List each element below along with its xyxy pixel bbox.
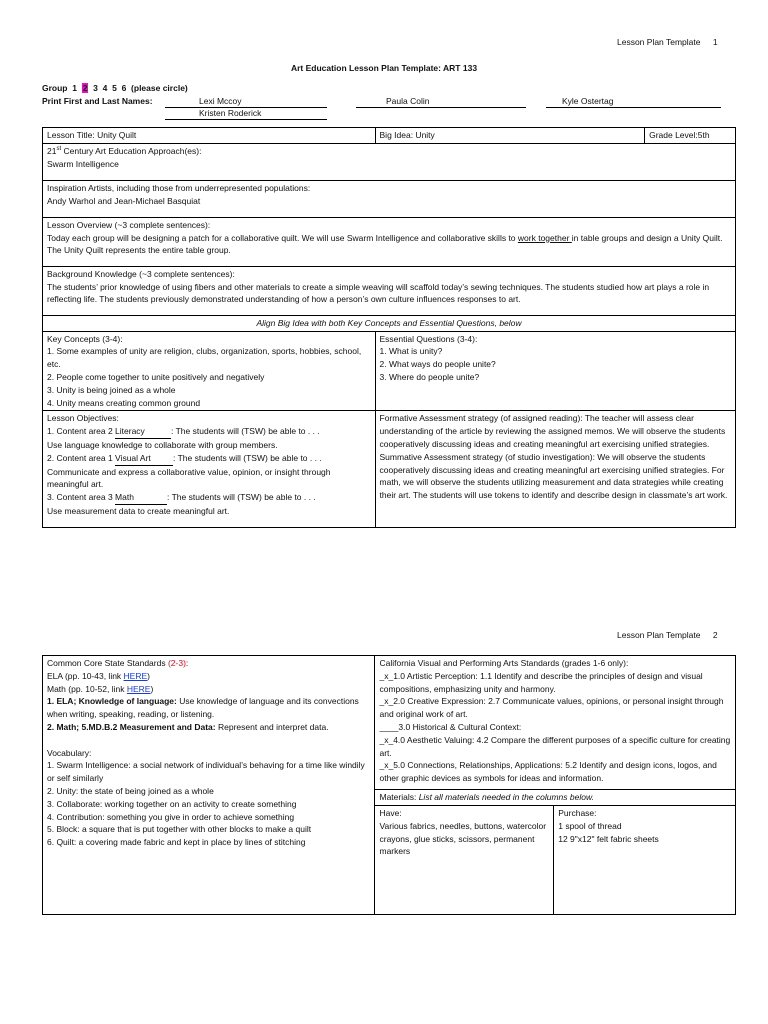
overview-text-a: Today each group will be designing a patch for a collaborative quilt. We will use Swarm Intelligence and collaborative skills to — [47, 232, 518, 243]
approach-label-pre: 21 — [47, 145, 57, 156]
have-text: Various fabrics, needles, buttons, watercolor crayons, glue sticks, scissors, permanent markers — [379, 820, 547, 857]
ela-link[interactable]: HERE — [123, 670, 148, 681]
vocab-2: 2. Unity: the state of being joined as a whole — [47, 785, 214, 796]
have-cell — [375, 806, 554, 915]
math-link[interactable]: HERE — [126, 683, 151, 694]
overview-label: Lesson Overview (~3 complete sentences): — [47, 219, 211, 230]
key-concept-1: 1. Some examples of unity are religion, clubs, organization, sports, hobbies, school, etc. — [47, 346, 362, 370]
cvpa-3-mark: ____ — [379, 721, 399, 732]
objective-1-post: : The students will (TSW) be able to . . . — [171, 426, 320, 437]
essential-question-1: 1. What is unity? — [379, 346, 443, 357]
objectives-row — [43, 411, 736, 528]
align-row — [43, 315, 736, 331]
running-head-text: Lesson Plan Template — [617, 37, 701, 47]
name-3: Kyle Ostertag — [562, 96, 614, 106]
cvpa-2-text: 2.0 Creative Expression: 2.7 Communicate values, opinions, or personal insight through and original work of art. — [379, 696, 724, 720]
objective-1-area: Literacy — [115, 425, 171, 439]
essential-question-2: 2. What ways do people unite? — [379, 359, 496, 370]
math-reference — [47, 683, 370, 696]
background-label: Background Knowledge (~3 complete sentences): — [47, 268, 235, 279]
standards-row — [43, 656, 736, 790]
ccss-cell — [43, 656, 375, 915]
materials-label: Materials: — [379, 791, 419, 802]
page-number: 1 — [712, 37, 718, 47]
cvpa-4-mark: _x_ — [379, 734, 394, 745]
standard-1 — [47, 695, 370, 721]
overview-row — [43, 217, 736, 266]
overview-text-underlined: work together — [517, 232, 572, 243]
concepts-row — [43, 331, 736, 411]
approach-label: Century Art Education Approach(es): — [61, 145, 202, 156]
essential-question-3: 3. Where do people unite? — [379, 371, 480, 382]
approach-label-sup: st — [56, 145, 62, 152]
cvpa-1-mark: _x_ — [379, 670, 394, 681]
ela-close: ) — [147, 670, 151, 681]
objective-3-pre: 3. Content area 3 — [47, 492, 116, 503]
name-field-3 — [546, 96, 721, 108]
title-row — [43, 128, 736, 144]
math-ref-text: Math (pp. 10-52, link — [47, 683, 127, 694]
overview-text — [47, 232, 731, 258]
objectives-cell — [43, 411, 376, 528]
standard-2-title: 2. Math; 5.MD.B.2 Measurement and Data: — [47, 721, 216, 732]
lesson-plan-table-page1 — [42, 127, 736, 528]
overview-text-b: in table groups and design a Unity Quilt. The Unity Quilt represents the entire table group. — [47, 232, 723, 256]
cvpa-1 — [379, 670, 731, 696]
essential-questions-cell — [375, 331, 735, 411]
ccss-colon: : — [185, 658, 189, 668]
approach-row — [43, 143, 736, 180]
objective-3-area: Math — [115, 491, 167, 505]
vocab-6: 6. Quilt: a covering made fabric and kept in place by lines of stitching — [47, 837, 306, 848]
vocab-5: 5. Block: a square that is put together with other blocks to make a quilt — [47, 824, 312, 835]
objective-2-area: Visual Art — [115, 452, 173, 466]
running-head — [617, 37, 718, 47]
background-text: The students’ prior knowledge of using fibers and other materials to create a simple weaving will scaffold today’s sewing techniques. The students studied how art plays a role in reflecting life. The students previously demonstrated understanding of how a person’s own culture influences responses to art. — [47, 281, 710, 305]
grade-level: Grade Level:5th — [645, 128, 736, 144]
overview-cell — [43, 217, 736, 266]
materials-note: List all materials needed in the columns below. — [418, 791, 594, 802]
objective-2-pre: 2. Content area 1 — [47, 452, 116, 463]
group-option-4: 4 — [102, 83, 108, 93]
standard-2-text: Represent and interpret data. — [215, 721, 329, 732]
names-label: Print First and Last Names: — [42, 96, 153, 106]
group-option-5: 5 — [112, 83, 117, 93]
key-concepts-label: Key Concepts (3-4): — [47, 333, 123, 344]
lesson-plan-table-page2 — [42, 655, 736, 915]
cvpa-label: California Visual and Performing Arts Standards (grades 1-6 only): — [379, 658, 629, 668]
key-concept-4: 4. Unity means creating common ground — [47, 397, 201, 408]
purchase-item-1: 1 spool of thread — [558, 820, 622, 831]
inspiration-label: Inspiration Artists, including those from underrepresented populations: — [47, 182, 311, 193]
background-row — [43, 266, 736, 315]
ccss-label: Common Core State Standards — [47, 658, 168, 668]
cvpa-5-text: 5.0 Connections, Relationships, Applications: 5.2 Identify and design icons, logos, and other graphic devices as symbols for ideas and information. — [379, 760, 717, 784]
math-close: ) — [150, 683, 154, 694]
group-option-1: 1 — [72, 83, 77, 93]
big-idea: Big Idea: Unity — [375, 128, 645, 144]
cvpa-5 — [379, 759, 731, 785]
cvpa-4-text: 4.0 Aesthetic Valuing: 4.2 Compare the different purposes of a specific culture for creating art. — [379, 734, 731, 758]
cvpa-5-mark: _x_ — [379, 760, 394, 771]
standard-2 — [47, 721, 370, 734]
ela-ref-text: ELA (pp. 10-43, link — [47, 670, 124, 681]
objective-2-heading — [47, 452, 371, 466]
inspiration-value: Andy Warhol and Jean-Michael Basquiat — [47, 195, 201, 206]
group-option-6: 6 — [121, 83, 127, 93]
group-selector — [42, 83, 188, 93]
purchase-item-2: 12 9"x12" felt fabric sheets — [558, 833, 659, 844]
cvpa-1-text: 1.0 Artistic Perception: 1.1 Identify and describe the principles of design and visual compositions, emphasizing unity and harmony. — [379, 670, 703, 694]
vocab-3: 3. Collaborate: working together on an activity to create something — [47, 798, 297, 809]
standard-1-text: Use knowledge of language and its convections when writing, speaking, reading, or listening. — [47, 696, 359, 720]
objective-2-text: Communicate and express a collaborative value, opinion, or insight through meaningful art. — [47, 466, 331, 490]
name-1: Lexi Mccoy — [199, 96, 242, 106]
ccss-heading — [47, 657, 370, 670]
have-label: Have: — [379, 808, 402, 818]
inspiration-row — [43, 180, 736, 217]
key-concept-3: 3. Unity is being joined as a whole — [47, 384, 176, 395]
name-field-1 — [165, 96, 327, 108]
lesson-title: Lesson Title: Unity Quilt — [43, 128, 376, 144]
inspiration-cell — [43, 180, 736, 217]
objective-3-post: : The students will (TSW) be able to . . . — [167, 492, 316, 503]
formative-assessment: Formative Assessment strategy (of assigned reading): The teacher will assess clear understanding of the article by reviewing the assigned memos. We will observe the students cooperatively discussing ideas and creating meaningful art exercising unified strategies. — [379, 413, 726, 449]
running-head-2 — [617, 630, 718, 640]
name-field-2 — [356, 96, 526, 108]
materials-cell — [375, 789, 736, 805]
objective-1-heading — [47, 425, 371, 439]
cvpa-4 — [379, 734, 731, 760]
approach-value: Swarm Intelligence — [47, 158, 119, 169]
cvpa-3 — [379, 721, 731, 734]
group-label: Group — [42, 83, 68, 93]
ccss-count: (2-3) — [167, 658, 186, 668]
objective-3-text: Use measurement data to create meaningful art. — [47, 505, 230, 516]
cvpa-3-text: 3.0 Historical & Cultural Context: — [398, 721, 522, 732]
running-head-2-text: Lesson Plan Template — [617, 630, 701, 640]
group-option-3: 3 — [93, 83, 98, 93]
page-number-2: 2 — [712, 630, 718, 640]
purchase-label: Purchase: — [558, 808, 597, 818]
objectives-label: Lesson Objectives: — [47, 413, 119, 424]
objective-3-heading — [47, 491, 371, 505]
key-concepts-cell — [43, 331, 376, 411]
cvpa-cell — [375, 656, 736, 790]
standard-1-title: 1. ELA; Knowledge of language: — [47, 696, 177, 707]
name-4: Kristen Roderick — [199, 108, 262, 118]
summative-assessment: Summative Assessment strategy (of studio investigation): We will observe the students cooperatively discussing ideas and creating meaningful art exercising unified strategies. For math, we will observe the students utilizing measurement and data strategies while creating their art. The students will use tokens to identify and describe design in classmate’s art work. — [379, 451, 728, 501]
vocab-4: 4. Contribution: something you give in order to achieve something — [47, 811, 295, 822]
key-concept-2: 2. People come together to unite positively and negatively — [47, 371, 265, 382]
group-note: (please circle) — [131, 83, 188, 93]
cvpa-2 — [379, 695, 731, 721]
objective-1-pre: 1. Content area 2 — [47, 426, 116, 437]
name-field-4 — [165, 108, 327, 120]
group-option-2-selected: 2 — [82, 83, 88, 93]
approach-cell — [43, 143, 736, 180]
cvpa-2-mark: _x_ — [379, 696, 394, 707]
vocabulary-label: Vocabulary: — [47, 747, 92, 758]
vocab-1: 1. Swarm Intelligence: a social network of individual’s behaving for a time like windily or self similarly — [47, 760, 365, 784]
objective-1-text: Use language knowledge to collaborate with group members. — [47, 439, 278, 450]
purchase-cell — [554, 806, 736, 915]
objective-2-post: : The students will (TSW) be able to . . . — [173, 452, 322, 463]
ela-reference — [47, 670, 370, 683]
document-title: Art Education Lesson Plan Template: ART 133 — [290, 63, 478, 73]
name-2: Paula Colin — [386, 96, 430, 106]
assessment-cell — [375, 411, 735, 528]
align-note: Align Big Idea with both Key Concepts and Essential Questions, below — [43, 315, 736, 331]
background-cell — [43, 266, 736, 315]
essential-questions-label: Essential Questions (3-4): — [379, 333, 478, 344]
